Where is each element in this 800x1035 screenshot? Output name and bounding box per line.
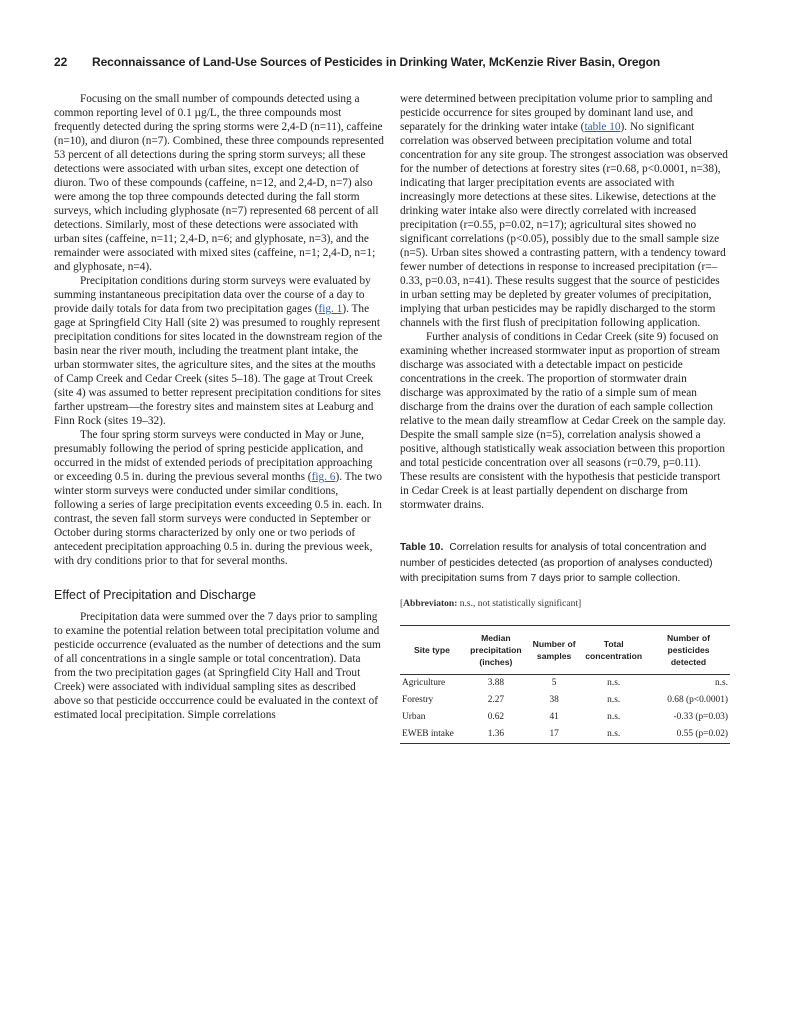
results-table (400, 625, 730, 744)
column-header: Number of pesticides detected (667, 632, 710, 667)
table-caption (400, 540, 730, 587)
table-cell: 0.68 (p<0.0001) (667, 695, 728, 705)
figure-1-link[interactable]: fig. 1 (318, 303, 343, 315)
table-cell: 38 (549, 695, 559, 705)
table-cell: n.s. (607, 729, 621, 739)
table-cell: 5 (551, 678, 557, 688)
paragraph: Focusing on the small number of compounds detected using a common reporting level of 0.1 µg/L, the three compounds most frequently detected during the spring storms were 2,4-D (n=11), caffeine (n=10), and diuron (n=7). Combined, these three compounds represented 53 percent of all detections during the spring storm surveys; all these detections were associated with urban sites, except one detection of diuron. Two of these compounds (caffeine, n=12, and 2,4-D, n=7) also were among the top three compounds detected during the fall storm surveys, which including glyphosate (n=7) represented 68 percent of all detections. Similarly, most of these detections were associated with urban sites (caffeine, n=11; 2,4-D, n=6; and glyphosate, n=3), and the remainder were associated with mixed sites (caffeine, n=1; 2,4-D, n=1; and glyphosate, n=4). (54, 93, 384, 273)
text-run: Precipitation conditions during storm surveys were evaluated by summing instantaneous precipitation data over the course of a day to provide daily totals for data from two precipitation gages ( (54, 275, 371, 315)
table-abbreviations: [Abbreviaton: n.s., not statistically significant] (400, 598, 582, 609)
table-cell: 3.88 (487, 678, 505, 688)
column-header: Total concentration (585, 638, 643, 661)
figure-6-link[interactable]: fig. 6 (311, 471, 336, 483)
table-cell: 1.36 (487, 729, 505, 739)
left-column (54, 92, 384, 722)
table-row (400, 726, 730, 744)
table-caption-text: Correlation results for analysis of total concentration and number of pesticides detected (as proportion of analyses conducted) with precipitation sums from 7 days prior to sample collection. (400, 542, 713, 584)
abbrev-text: n.s., not statistically significant (459, 598, 578, 609)
table-cell: 0.62 (487, 712, 505, 722)
paragraph (54, 274, 384, 428)
table-header-row (400, 625, 730, 674)
running-title: Reconnaissance of Land-Use Sources of Pesticides in Drinking Water, McKenzie River Basin, Oregon (92, 55, 661, 69)
column-header: Site type (414, 644, 450, 655)
paragraph (54, 428, 384, 568)
table-row (400, 674, 730, 692)
table-label: Table 10. (400, 542, 444, 553)
table-cell: 41 (549, 712, 559, 722)
table-cell: -0.33 (p=0.03) (673, 712, 728, 722)
abbrev-label: Abbreviaton: (403, 598, 458, 609)
table-cell: n.s. (607, 712, 621, 722)
text-run: The four spring storm surveys were conducted in May or June, presumably following the period of spring pesticide application, and occurred in the midst of extended periods of precipitation approaching or exceeding 0.5 in. during the previous several months ( (54, 429, 373, 483)
paragraph (400, 92, 730, 330)
table-cell: Agriculture (402, 678, 446, 688)
table-cell: 0.55 (p=0.02) (676, 729, 728, 739)
table-cell: 17 (549, 729, 559, 739)
page-number: 22 (54, 55, 68, 69)
text-run: ). The gage at Springfield City Hall (site 2) was presumed to roughly represent precipitation conditions for sites located in the downstream region of the basin near the river mouth, including the treatment plant intake, the urban stormwater sites, the agriculture sites, and the sites at the mouths of Camp Creek and Cedar Creek (sites 5–18). The gage at Trout Creek (site 4) was assumed to better represent precipitation conditions for sites farther upstream—the forestry sites and mainstem sites at Leaburg and Finn Rock (sites 19–32). (54, 303, 383, 427)
table-cell: Forestry (402, 695, 434, 705)
table-cell: n.s. (714, 678, 728, 688)
column-header: Median precipitation (inches) (470, 632, 522, 667)
paragraph: Further analysis of conditions in Cedar Creek (site 9) focused on examining whether increased stormwater input as proportion of stream discharge was associated with a detectable impact on pesticide concentrations in the creek. The proportion of stormwater drain discharge was approximated by the ratio of a simple sum of mean discharge from the drains over the duration of each sample collection relative to the mean daily streamflow at Cedar Creek on the sample day. Despite the small sample size (n=5), correlation analysis showed a positive, although statistically weak association between this proportion and total pesticide concentration over all seasons (r=0.79, p=0.11). These results are consistent with the hypothesis that pesticide transport in Cedar Creek is at least partially dependent on discharge from stormwater drains. (400, 331, 726, 511)
table-cell: EWEB intake (402, 729, 454, 739)
table-cell: Urban (402, 712, 426, 722)
running-header (54, 55, 760, 69)
right-column (400, 92, 730, 744)
text-run: were determined between precipitation volume prior to sampling and pesticide occurrence for sites grouped by dominant land use, and separately for the drinking water intake ( (400, 93, 713, 133)
paragraph: Precipitation data were summed over the 7 days prior to sampling to examine the potential relation between total precipitation volume and pesticide occurrence (evaluated as the number of detections and the sum of all concentrations in a single sample or total concentration). Data from the two precipitation gages (at Springfield City Hall and Trout Creek) were associated with individual sampling sites as described above so that pesticide occcurrence could be evaluated in the context of estimated local precipitation. Simple correlations (54, 611, 381, 721)
table-row (400, 709, 730, 726)
text-run: ). The two winter storm surveys were conducted under similar conditions, following a series of large precipitation events exceeding 0.5 in. each. In contrast, the seven fall storm surveys were conducted in September or October during storms characterized by only one or two periods of antecedent precipitation approaching 0.5 in. during the previous week, with dry conditions prior to that for several months. (54, 471, 382, 567)
table-cell: 2.27 (487, 695, 505, 705)
table-cell: n.s. (607, 678, 621, 688)
table-row (400, 692, 730, 709)
table-cell: n.s. (607, 695, 621, 705)
table-10-link[interactable]: table 10 (584, 121, 621, 133)
column-header: Number of samples (532, 638, 576, 661)
text-run: ). No significant correlation was observed between precipitation volume and total concentration for any site group. The strongest association was observed for the number of detections at forestry sites (r=0.68, p<0.0001, n=38), indicating that larger precipitation events are associated with increasingly more detections at these sites. Likewise, detections at the drinking water intake also were directly correlated with increased precipitation (r=0.55, p=0.02, n=17); agricultural sites showed no significant correlations (p<0.05), possibly due to the small sample size (n=5). Urban sites showed a contrasting pattern, with a tendency toward fewer number of detections in response to increased precipitation (r=–0.33, p=0.03, n=41). These results suggest that the source of pesticides in urban setting may be depleted by greater volumes of precipitation, implying that urban pesticides may be rapidly discharged to the storm channels with the first flush of precipitation following application. (400, 121, 728, 329)
section-heading: Effect of Precipitation and Discharge (54, 588, 256, 602)
